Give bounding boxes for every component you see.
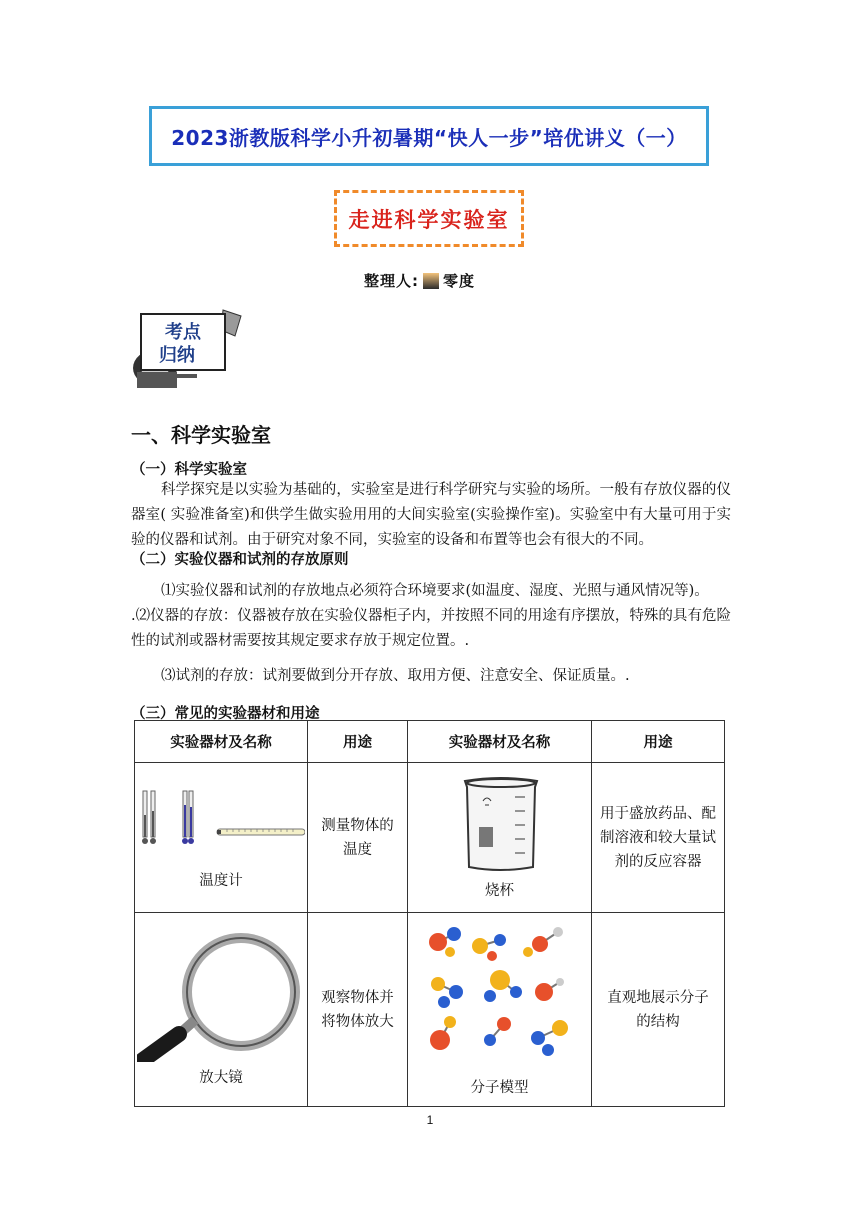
thermometer-cell — [135, 763, 308, 913]
page-number: 1 — [426, 1113, 434, 1127]
beaker-icon — [455, 775, 545, 875]
storage-rule-3: ⑶试剂的存放：试剂要做到分开存放、取用方便、注意安全、保证质量。. — [161, 668, 630, 684]
item-name: 温度计 — [199, 873, 243, 889]
subsection-heading-3: （三）常见的实验器材和用途 — [131, 706, 320, 722]
section-heading: 一、科学实验室 — [131, 423, 271, 447]
table-header: 实验器材及名称 — [135, 721, 308, 763]
storage-rule-2: .⑵仪器的存放：仪器被存放在实验仪器柜子内，并按照不同的用途有序摆放，特殊的具有危险性的试剂或器材需要按其规定要求存放于规定位置。. — [131, 608, 731, 649]
item-name: 烧杯 — [485, 883, 514, 899]
subsection-heading-1: （一）科学实验室 — [131, 462, 247, 478]
beaker-cell — [408, 763, 592, 913]
badge-line2: 归纳 — [159, 345, 195, 366]
storage-rule-1: ⑴实验仪器和试剂的存放地点必须符合环境要求(如温度、湿度、光照与通风情况等)。 — [161, 583, 709, 599]
table-header: 实验器材及名称 — [408, 721, 592, 763]
magnifier-cell — [135, 913, 308, 1107]
subsection-1-text: 科学探究是以实验为基础的，实验室是进行科学研究与实验的场所。一般有存放仪器的仪器室( 实验准备室)和供学生做实验用用的大间实验室(实验操作室)。实验室中有大量可用于实验的仪器和试剂。由于研究对象不同，实验室的设备和布置等也会有很大的不同。 — [131, 482, 731, 548]
badge-line1: 考点 — [165, 322, 201, 343]
item-use: 观察物体并将物体放大 — [308, 913, 408, 1107]
subtitle-box — [334, 190, 524, 247]
document-title: 2023浙教版科学小升初暑期“快人一步”培优讲义（一） — [171, 125, 687, 150]
item-name: 放大镜 — [199, 1070, 243, 1086]
table-header: 用途 — [592, 721, 725, 763]
author-label: 整理人: — [364, 272, 419, 290]
molecular-model-cell — [408, 913, 592, 1107]
table-row — [135, 913, 725, 1107]
item-use: 测量物体的温度 — [308, 763, 408, 913]
table-header-row — [135, 721, 725, 763]
table-row — [135, 763, 725, 913]
item-name: 分子模型 — [470, 1080, 529, 1096]
author-line — [364, 270, 475, 291]
molecular-model-icon — [420, 922, 580, 1072]
subsection-heading-2: （二）实验仪器和试剂的存放原则 — [131, 552, 349, 568]
thermometer-icon — [137, 785, 305, 865]
title-box — [149, 106, 709, 166]
magnifying-glass-icon — [137, 932, 305, 1062]
document-subtitle: 走进科学实验室 — [348, 206, 510, 232]
item-use: 直观地展示分子的结构 — [592, 913, 725, 1107]
table-header: 用途 — [308, 721, 408, 763]
author-avatar — [423, 273, 439, 289]
author-name: 零度 — [443, 272, 476, 290]
equipment-table — [134, 720, 725, 1107]
key-points-badge-icon — [131, 306, 243, 388]
item-use: 用于盛放药品、配制溶液和较大量试剂的反应容器 — [592, 763, 725, 913]
